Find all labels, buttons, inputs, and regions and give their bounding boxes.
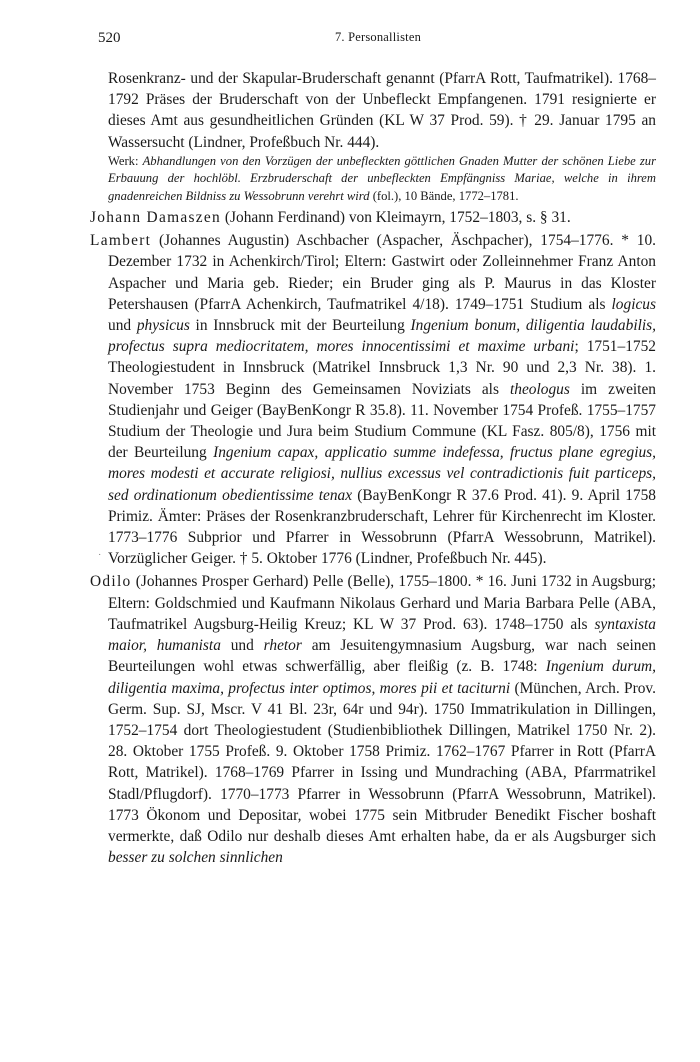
- entry-text: (BayBenKongr R 37.6 Prod. 41). 9. April 1758 Primiz. Ämter: Präses der Rosenkranzbruderschaft, Lehrer für Kirchenrecht im Kloster. 1773–1776 Subprior und Pfarrer in Wessobrunn (PfarrA Wessobrunn, Matrikel). Vorzüglicher Geiger. † 5. Oktober 1776 (Lindner, Profeßbuch Nr. 445).: [108, 486, 657, 568]
- paragraph-continuation: [108, 68, 656, 153]
- margin-mark: ˙: [98, 553, 102, 564]
- page-body: [90, 68, 657, 868]
- entry-text: im zweiten Studienjahr und Geiger (BayBenKongr R 35.8). 11. November 1754 Profeß. 1755–1757 Studium der Theologie und Jura beim Studium Commune (KL Fasz. 805/8), 1756 mit der Beurteilung: [108, 380, 656, 462]
- works-note: [108, 153, 656, 205]
- latin-term: syntaxista maior, humanista: [108, 615, 656, 655]
- entry-name: Lambert: [90, 232, 152, 250]
- latin-term: theologus: [509, 380, 570, 398]
- entry-name: Odilo: [90, 573, 132, 591]
- entry-name: Johann Damaszen: [90, 209, 222, 227]
- works-label: Werk:: [108, 153, 143, 168]
- latin-quote: Ingenium capax, applicatio summe indefessa, fructus plane egregius, mores modesti et accurate religiosi, nullius excessus vel contradictionis fuit particeps, sed ordinationum obedientissime tenax: [108, 444, 657, 504]
- entry-text: (Johannes Prosper Gerhard) Pelle (Belle), 1755–1800. * 16. Juni 1732 in Augsburg; Eltern: Goldschmied und Kaufmann Nikolaus Gerhard und Maria Barbara Pelle (ABA, Taufmatrikel Augsburg-Heilig Kreuz; KL W 37 Prod. 63). 1748–1750 als: [108, 573, 656, 633]
- page-number: 520: [98, 30, 121, 46]
- latin-quote: Ingenium durum, diligentia maxima, profectus inter optimos, mores pii et taciturni: [108, 658, 657, 697]
- paragraph-text: Rosenkranz- und der Skapular-Bruderschaft genannt (PfarrA Rott, Taufmatrikel). 1768–1792 Präses der Bruderschaft von der Unbefleckt Empfangenen. 1791 resignierte er dieses Amt aus gesundheitlichen Gründen (KL W 37 Prod. 59). † 29. Januar 1795 an Wassersucht (Lindner, Profeßbuch Nr. 444).: [108, 70, 656, 151]
- latin-quote: Ingenium bonum, diligentia laudabilis, profectus supra mediocritatem, mores innocentissimi et maxime urbani: [108, 317, 656, 356]
- works-details: (fol.), 10 Bände, 1772–1781.: [369, 188, 519, 203]
- entry-text: und: [220, 637, 264, 655]
- entry-odilo: [90, 571, 657, 868]
- latin-term: logicus: [611, 295, 656, 313]
- entry-text: (München, Arch. Prov. Germ. Sup. SJ, Mscr. V 41 Bl. 23r, 64r und 94r). 1750 Immatrikulation in Dillingen, 1752–1754 dort Theologiestudent (Studienbibliothek Dillingen, Matrikel 1750 Nr. 2). 28. Oktober 1755 Profeß. 9. Oktober 1758 Primiz. 1762–1767 Pfarrer in Rott (PfarrA Rott, Matrikel). 1768–1769 Pfarrer in Issing und Mundraching (ABA, Pfarrmatrikel Stadl/Pflugdorf). 1770–1773 Pfarrer in Wessobrunn (PfarrA Wessobrunn, Matrikel). 1773 Ökonom und Depositar, wobei 1775 sein Mitbruder Benedikt Fischer boshaft vermerkte, daß Odilo nur deshalb dieses Amt erhalten habe, da er als Augsburger sich: [108, 679, 656, 845]
- entry-text: (Johann Ferdinand) von Kleimayrn, 1752–1803, s. § 31.: [221, 209, 571, 227]
- german-quote: besser zu solchen sinnlichen: [108, 849, 283, 867]
- entry-text: ; 1751–1752 Theologiestudent in Innsbruck (Matrikel Innsbruck 1,3 Nr. 90 und 2,3 Nr. 38). 1. November 1753 Beginn des Gemeinsamen Noviziats als: [108, 338, 656, 398]
- entry-text: (Johannes Augustin) Aschbacher (Aspacher, Äschpacher), 1754–1776. * 10. Dezember 1732 in Achenkirch/Tirol; Eltern: Gastwirt oder Zolleinnehmer Franz Anton Aspacher und Maria geb. Rieder; ein Bruder ging als P. Maurus in das Kloster Petershausen (PfarrA Achenkirch, Taufmatrikel 4/18). 1749–1751 Studium als: [108, 232, 656, 313]
- latin-term: physicus: [136, 317, 190, 335]
- entry-lambert: [90, 230, 657, 569]
- works-title: Abhandlungen von den Vorzügen der unbefleckten göttlichen Gnaden Mutter der schönen Liebe zur Erbauung der hochlöbl. Erzbruderschaft der unbefleckten Empfängniss Mariae, welche in ihrem gnadenreichen Bildniss zu Wessobrunn verehrt wird: [108, 153, 656, 203]
- page-header: [98, 30, 658, 50]
- entry-johann-damaszen: [90, 207, 656, 228]
- entry-text: am Jesuitengymnasium Augsburg, war nach seinen Beurteilungen wohl etwas schwerfällig, aber fleißig (z. B. 1748:: [108, 637, 656, 676]
- entry-text: und: [108, 317, 137, 335]
- running-head: 7. Personallisten: [334, 30, 422, 44]
- entry-text: in Innsbruck mit der Beurteilung: [189, 317, 411, 335]
- latin-term: rhetor: [263, 637, 302, 655]
